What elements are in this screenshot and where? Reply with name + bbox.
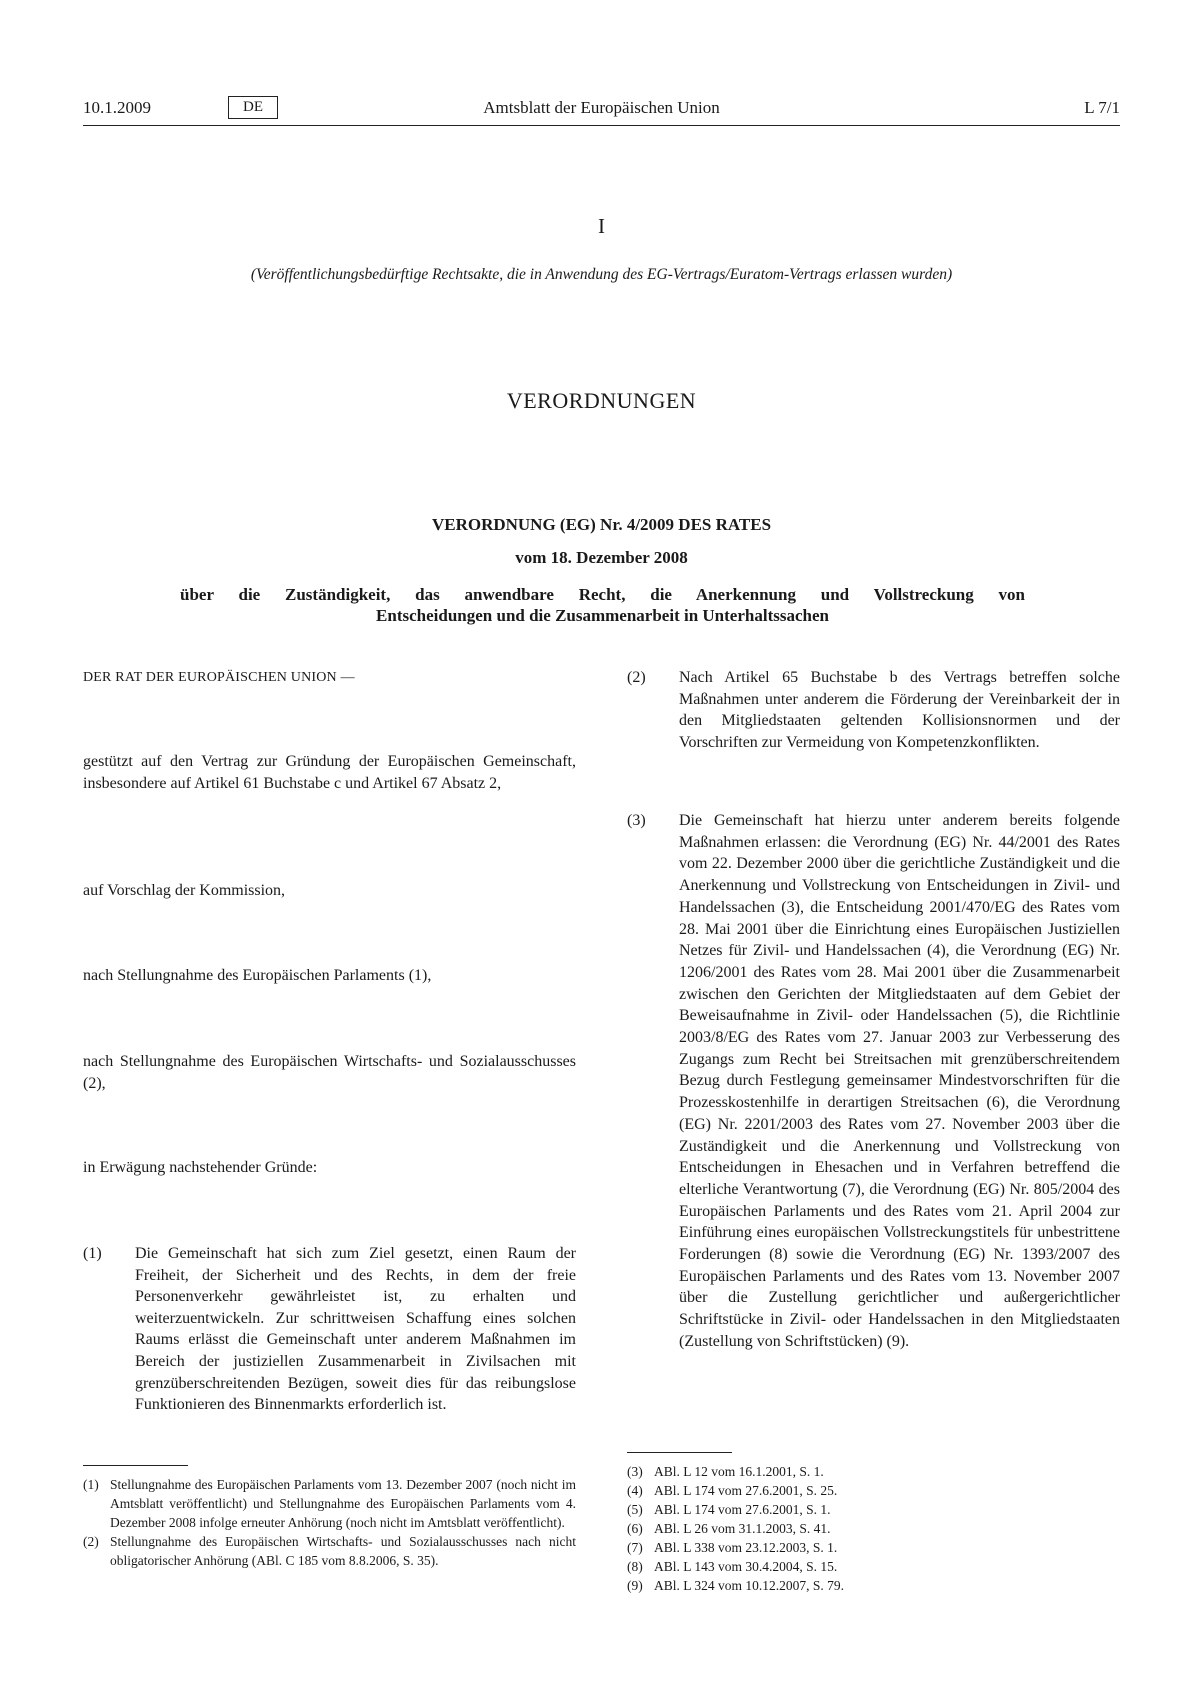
footnote-marker: (4) — [627, 1483, 643, 1498]
footnote-marker: (3) — [627, 1464, 643, 1479]
citation-esc-text: nach Stellungnahme des Europäischen Wirtschafts- und Sozialausschusses — [83, 1053, 576, 1070]
footnote-divider — [627, 1452, 732, 1453]
footnote-text: ABl. L 143 vom 30.4.2004, S. 15. — [654, 1559, 838, 1574]
recital-text-segment: sowie die Verordnung (EG) Nr. 1393/2007 des Europäischen Parlaments und des Rates vom 13. November 2007 über die Zustellung gerichtlicher und außergerichtlicher Schriftstücke in Zivil- oder Handelssachen in den Mitgliedstaaten (Zustellung von Schriftstücken) — [679, 1246, 1120, 1350]
footnotes-right — [627, 1462, 1120, 1595]
footnote-marker: (7) — [627, 1540, 643, 1555]
footnote-text: ABl. L 12 vom 16.1.2001, S. 1. — [654, 1464, 824, 1479]
footnote-marker: (8) — [627, 1559, 643, 1574]
regulation-title: VERORDNUNG (EG) Nr. 4/2009 DES RATES — [431, 515, 772, 534]
regulation-date: vom 18. Dezember 2008 — [515, 548, 688, 567]
footnote-ref: (3) — [781, 898, 800, 916]
footnote-marker: (5) — [627, 1502, 643, 1517]
regulation-subject-line-2: Entscheidungen und die Zusammenarbeit in Unterhaltssachen — [376, 606, 829, 625]
regulation-subject-line-1: über die Zuständigkeit, das anwendbare Recht, die Anerkennung und Vollstreckung von — [180, 585, 1025, 604]
footnote-ref: (2) — [83, 1074, 102, 1092]
publication-date: 10.1.2009 — [83, 98, 151, 117]
footnote-ref: (9) — [886, 1332, 906, 1350]
council-preamble: DER RAT DER EUROPÄISCHEN UNION — — [83, 670, 355, 685]
footnote — [627, 1557, 1120, 1576]
right-column — [627, 0, 1120, 1698]
footnote — [627, 1462, 1120, 1481]
footnote-marker: (1) — [83, 1477, 99, 1492]
recitals-intro: in Erwägung nachstehender Gründe: — [83, 1159, 318, 1176]
recital-text-segment: , die Verordnung (EG) Nr. 2201/2003 des Rates vom 27. November 2003 über die Zuständigkeit und die Anerkennung und Vollstreckung von Entscheidungen in Ehesachen und in Verfahren betreffend die elterliche Verantwortung — [679, 1094, 1121, 1198]
footnote-text: ABl. L 174 vom 27.6.2001, S. 25. — [654, 1483, 838, 1498]
footnote — [627, 1500, 1120, 1519]
footnotes-left — [83, 1475, 576, 1570]
footnote-marker: (9) — [627, 1578, 643, 1593]
footnote-ref: (6) — [986, 1094, 1006, 1112]
citation-end: , — [427, 967, 432, 984]
language-badge: DE — [228, 96, 278, 119]
footnote — [627, 1576, 1120, 1595]
part-subtitle: (Veröffentlichungsbedürftige Rechtsakte, die in Anwendung des EG-Vertrags/Euratom-Vertrags erlassen wurden) — [250, 266, 953, 283]
footnote-ref: (1) — [408, 967, 428, 984]
journal-title: Amtsblatt der Europäischen Union — [483, 98, 720, 117]
footnote-ref: (8) — [769, 1246, 788, 1264]
part-number: I — [598, 214, 605, 238]
footnote-text: Stellungnahme des Europäischen Parlaments vom 13. Dezember 2007 (noch nicht im Amtsblatt veröffentlicht) und Stellungnahme des Europäischen Parlaments vom 4. Dezember 2008 infolge erneuter Anhörung (noch nicht im Amtsblatt veröffentlicht). — [110, 1477, 576, 1530]
section-heading: VERORDNUNGEN — [506, 388, 697, 413]
footnote-text: ABl. L 174 vom 27.6.2001, S. 1. — [654, 1502, 831, 1517]
citation-treaty: gestützt auf den Vertrag zur Gründung der Europäischen Gemeinschaft, insbesondere auf Artikel 61 Buchstabe c und Artikel 67 Absatz 2, — [83, 753, 576, 792]
left-column — [83, 0, 576, 1698]
footnote-text: Stellungnahme des Europäischen Wirtschafts- und Sozialausschusses nach nicht obligatorischer Anhörung (ABl. C 185 vom 8.8.2006, S. 35). — [110, 1534, 576, 1568]
recital-text-segment: Die Gemeinschaft hat hierzu unter anderem bereits folgende Maßnahmen erlassen: die Verordnung (EG) Nr. 44/2001 des Rates vom 22. Dezember 2000 über die gerichtliche Zuständigkeit und die Anerkennung und Vollstreckung von Entscheidungen in Zivil- und Handelssachen — [679, 812, 1120, 916]
footnote-marker: (2) — [83, 1534, 99, 1549]
citation-end: , — [101, 1074, 106, 1092]
footnote-text: ABl. L 324 vom 10.12.2007, S. 79. — [654, 1578, 845, 1593]
recital-number: (3) — [627, 812, 646, 829]
footnote-text: ABl. L 26 vom 31.1.2003, S. 41. — [654, 1521, 831, 1536]
recital-text: Die Gemeinschaft hat sich zum Ziel gesetzt, einen Raum der Freiheit, der Sicherheit und des Rechts, in dem der freie Personenverkehr gewährleistet ist, zu erhalten und weiterzuentwickeln. Zur schrittweisen Schaffung eines solchen Raums erlässt die Gemeinschaft unter anderem Maßnahmen im Bereich der justiziellen Zusammenarbeit in Zivilsachen mit grenzüberschreitenden Bezügen, soweit dies für das reibungslose Funktionieren des Binnenmarkts erforderlich ist. — [135, 1245, 576, 1414]
recital-text-segment: , die Entscheidung 2001/470/EG des Rates vom 28. Mai 2001 über die Einrichtung eines Europäischen Justiziellen Netzes für Zivil- und Handelssachen — [679, 898, 1120, 960]
footnote-marker: (6) — [627, 1521, 643, 1536]
recital-text-segment: . — [905, 1332, 910, 1350]
footnote-ref: (4) — [927, 942, 946, 960]
citation-esc — [83, 1051, 576, 1094]
recital-text-segment: , die Richtlinie 2003/8/EG des Rates vom 27. Januar 2003 zur Verbesserung des Zugangs zum Recht bei Streitsachen mit grenzüberschreitendem Bezug durch Festlegung gemeinsamer Mindestvorschriften für die Prozesskostenhilfe in derartigen Streitsachen — [679, 1007, 1120, 1112]
footnote-text: ABl. L 338 vom 23.12.2003, S. 1. — [654, 1540, 838, 1555]
recital-text-segment: , die Verordnung (EG) Nr. 1206/2001 des Rates vom 28. Mai 2001 über die Zusammenarbeit zwischen den Gerichten der Mitgliedstaaten auf dem Gebiet der Beweisaufnahme in Zivil- oder Handelssachen — [679, 942, 1120, 1025]
recital-text — [679, 810, 1120, 1353]
page-number: L 7/1 — [1084, 98, 1120, 117]
citation-commission: auf Vorschlag der Kommission, — [83, 882, 286, 899]
footnote — [627, 1538, 1120, 1557]
footnote — [83, 1475, 576, 1532]
recital-number: (1) — [83, 1245, 102, 1262]
footnote-ref: (7) — [842, 1180, 861, 1198]
footnote — [627, 1481, 1120, 1500]
recital-text: Nach Artikel 65 Buchstabe b des Vertrags betreffen solche Maßnahmen unter anderem die Förderung der Vereinbarkeit der in den Mitgliedstaaten geltenden Kollisionsnormen und der Vorschriften zur Vermeidung von Kompetenzkonflikten. — [679, 669, 1120, 752]
citation-parliament-text: nach Stellungnahme des Europäischen Parlaments — [83, 967, 405, 984]
footnote-divider — [83, 1465, 188, 1466]
citation-parliament — [83, 965, 576, 987]
footnote — [627, 1519, 1120, 1538]
recital-number: (2) — [627, 669, 646, 686]
footnote-ref: (5) — [999, 1007, 1019, 1025]
recital-text-segment: , die Verordnung (EG) Nr. 805/2004 des Europäischen Parlaments und des Rates vom 21. April 2004 zur Einführung eines europäischen Vollstreckungstitels für unbestrittene Forderungen — [679, 1180, 1120, 1264]
footnote — [83, 1532, 576, 1570]
